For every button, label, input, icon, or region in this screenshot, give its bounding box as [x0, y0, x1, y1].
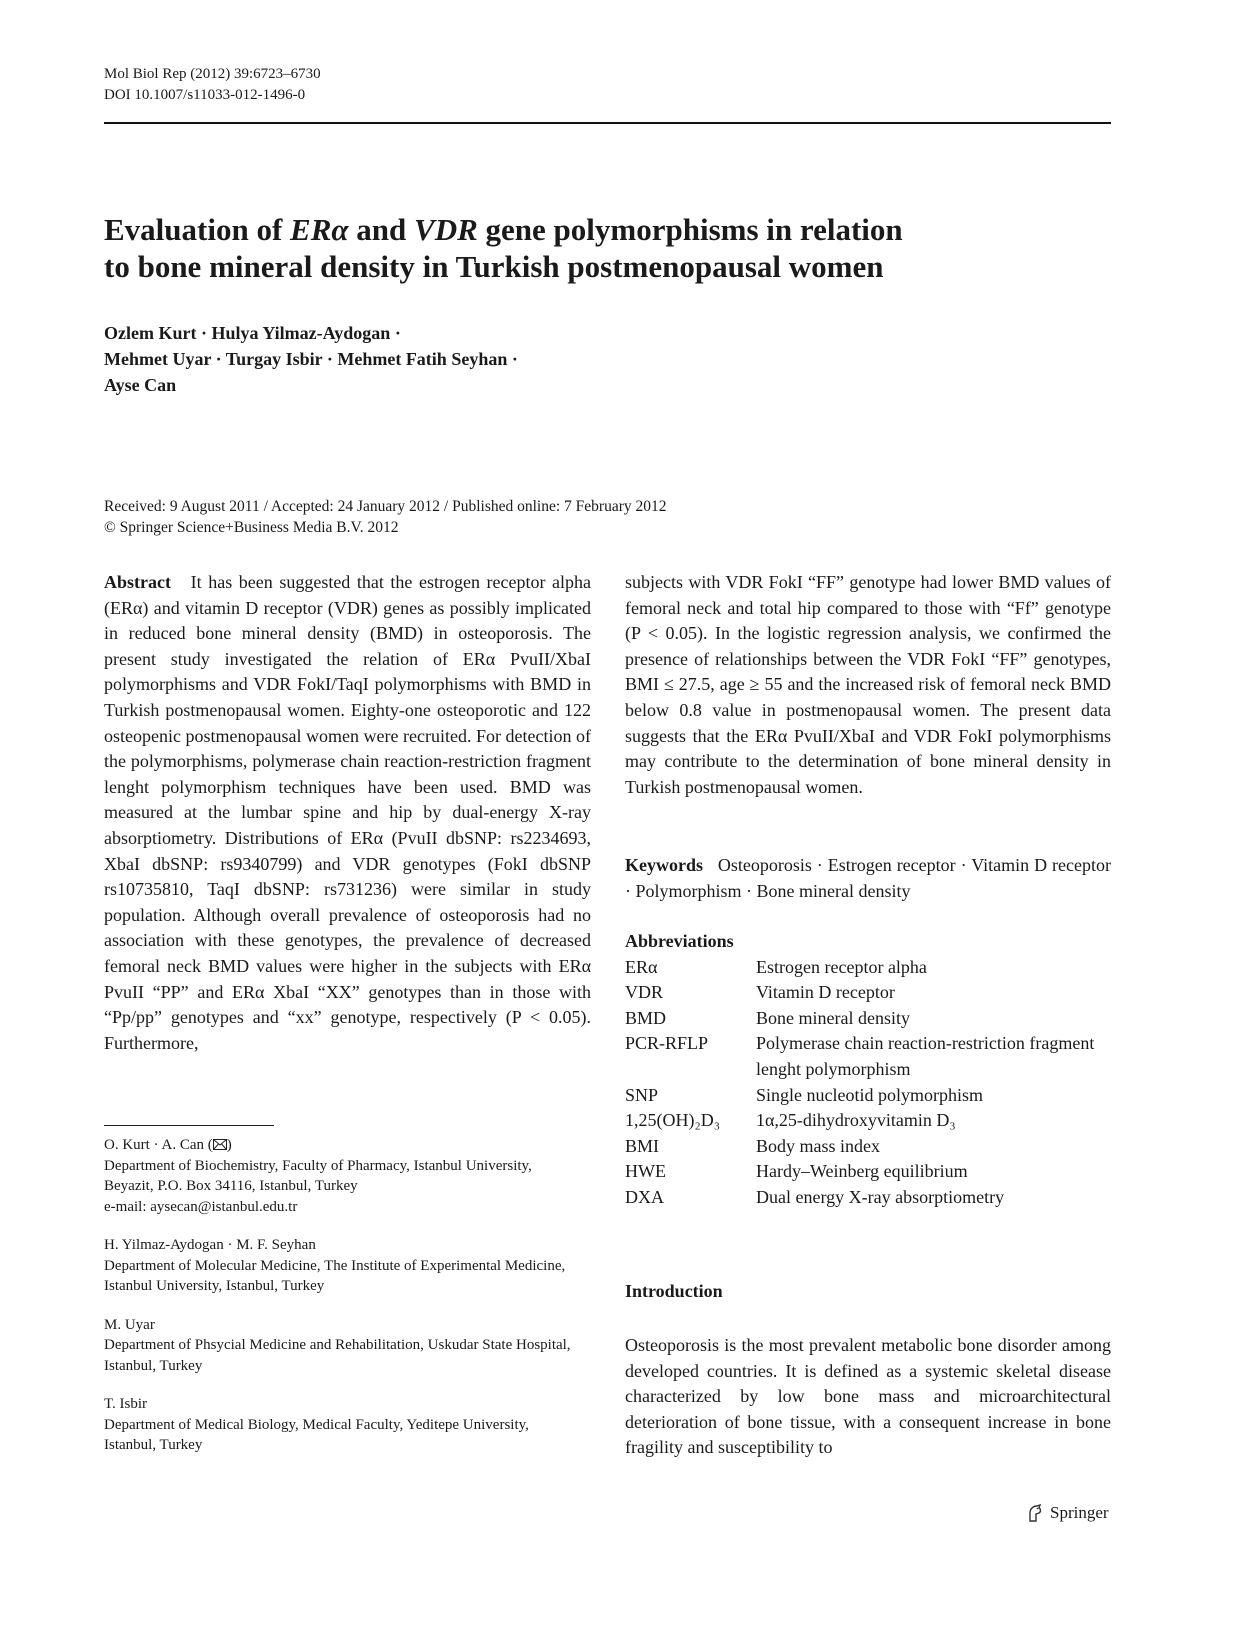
- abbreviation-row: [625, 1108, 1111, 1134]
- affiliation-dept: Department of Phsycial Medicine and Rehabilitation, Uskudar State Hospital, Istanbul, Turkey: [104, 1337, 571, 1374]
- abbreviations-table: [625, 955, 1111, 1211]
- footnote-rule: [104, 1125, 274, 1126]
- title-line-1: Evaluation of ERα and VDR gene polymorphisms in relation: [104, 212, 903, 247]
- affiliation-dept: Department of Molecular Medicine, The Institute of Experimental Medicine, Istanbul University, Istanbul, Turkey: [104, 1257, 566, 1294]
- header-rule: [104, 122, 1111, 124]
- affiliation-names: T. Isbir: [104, 1396, 148, 1412]
- keywords-label: Keywords: [625, 855, 703, 875]
- abbreviation-definition: Single nucleotid polymorphism: [756, 1084, 983, 1105]
- affiliation-dept: Department of Medical Biology, Medical Faculty, Yeditepe University, Istanbul, Turkey: [104, 1416, 529, 1453]
- abstract: [104, 570, 591, 1056]
- abbreviation-definition: Bone mineral density: [756, 1007, 910, 1028]
- abbreviation-term: VDR: [625, 982, 664, 1003]
- abbreviation-definition: Body mass index: [756, 1135, 880, 1156]
- abbreviation-term: HWE: [625, 1161, 666, 1182]
- abbreviation-term: BMI: [625, 1135, 660, 1156]
- keywords-text: Osteoporosis · Estrogen receptor · Vitamin D receptor · Polymorphism · Bone mineral density: [625, 855, 1111, 901]
- abbreviation-term: BMD: [625, 1007, 667, 1028]
- keywords: [625, 853, 1111, 904]
- authors-line-2: Mehmet Uyar · Turgay Isbir · Mehmet Fatih Seyhan ·: [104, 349, 518, 369]
- section-heading-introduction: Introduction: [625, 1281, 723, 1301]
- abbreviations: [625, 929, 1111, 1211]
- abbreviation-row: [625, 1134, 1111, 1160]
- abbreviation-term: 1,25(OH)₂D₃: [625, 1110, 721, 1131]
- publication-history: Received: 9 August 2011 / Accepted: 24 January 2012 / Published online: 7 February 2012: [104, 498, 667, 515]
- affiliation-names: O. Kurt · A. Can: [104, 1137, 204, 1153]
- abbreviation-definition: 1α,25-dihydroxyvitamin D₃: [756, 1110, 956, 1131]
- affiliation-block: [104, 1394, 584, 1456]
- affiliation-block: [104, 1235, 584, 1297]
- affiliation-email[interactable]: e-mail: aysecan@istanbul.edu.tr: [104, 1198, 298, 1215]
- abstract-label: Abstract: [104, 572, 171, 592]
- abbreviation-definition: Dual energy X-ray absorptiometry: [756, 1186, 1005, 1207]
- paper-title: [104, 211, 1104, 285]
- abbreviation-row: [625, 980, 1111, 1006]
- abbreviation-definition: Vitamin D receptor: [756, 982, 895, 1003]
- abbreviation-row: [625, 1159, 1111, 1185]
- springer-logo: [1026, 1503, 1109, 1523]
- affiliation-names: M. Uyar: [104, 1316, 155, 1333]
- abbreviation-term: PCR-RFLP: [625, 1033, 709, 1054]
- affiliation-block: O. Kurt · A. Can ( ) Department of Biochemistry, Faculty of Pharmacy, Istanbul University, Beyazit, P.O. Box 34116, Istanbul, Turkey e-mail: aysecan@istanbul.edu.tr: [104, 1135, 584, 1217]
- affiliation-block: [104, 1315, 584, 1377]
- abbreviation-definition: Hardy–Weinberg equilibrium: [756, 1161, 968, 1182]
- abbreviation-term: SNP: [625, 1084, 659, 1105]
- abbreviation-row: [625, 1031, 1111, 1082]
- authors-line-1: Ozlem Kurt · Hulya Yilmaz-Aydogan ·: [104, 323, 401, 343]
- springer-label: Springer: [1050, 1503, 1109, 1522]
- envelope-icon: [213, 1139, 227, 1150]
- author-list: [104, 320, 518, 398]
- abstract-text-right: subjects with VDR FokI “FF” genotype had lower BMD values of femoral neck and total hip compared to those with “Ff” genotype (P < 0.05). In the logistic regression analysis, we confirmed the presence of relationships between the VDR FokI “FF” genotypes, BMI ≤ 27.5, age ≥ 55 and the increased risk of femoral neck BMD below 0.8 value in postmenopausal women. The present data suggests that the ERα PvuII/XbaI and VDR FokI polymorphisms may contribute to the determination of bone mineral density in Turkish postmenopausal women.: [625, 572, 1111, 797]
- affiliations: [104, 1135, 584, 1474]
- springer-horse-icon: [1026, 1503, 1044, 1523]
- abstract-continued: [625, 570, 1111, 800]
- abbreviation-row: [625, 1006, 1111, 1032]
- copyright-line: © Springer Science+Business Media B.V. 2012: [104, 519, 399, 536]
- title-line-2: to bone mineral density in Turkish postmenopausal women: [104, 249, 884, 284]
- introduction-text: Osteoporosis is the most prevalent metabolic bone disorder among developed countries. It is defined as a systemic skeletal disease characterized by low bone mass and microarchitectural deterioration of bone tissue, with a consequent increase in bone fragility and susceptibility to: [625, 1335, 1111, 1458]
- abbreviations-label: Abbreviations: [625, 931, 734, 951]
- affiliation-dept: Department of Biochemistry, Faculty of Pharmacy, Istanbul University, Beyazit, P.O. Box 34116, Istanbul, Turkey: [104, 1157, 532, 1194]
- abbreviation-term: ERα: [625, 956, 658, 977]
- affiliation-names: H. Yilmaz-Aydogan · M. F. Seyhan: [104, 1237, 316, 1253]
- abbreviation-term: DXA: [625, 1186, 664, 1207]
- abbreviation-definition: Estrogen receptor alpha: [756, 956, 927, 977]
- abbreviation-definition: Polymerase chain reaction-restriction fragment lenght polymorphism: [756, 1033, 1095, 1079]
- journal-citation: Mol Biol Rep (2012) 39:6723–6730: [104, 66, 321, 82]
- abbreviation-row: [625, 1185, 1111, 1211]
- journal-doi: DOI 10.1007/s11033-012-1496-0: [104, 87, 306, 103]
- abbreviation-row: [625, 955, 1111, 981]
- abbreviation-row: [625, 1083, 1111, 1109]
- abstract-text-left: It has been suggested that the estrogen receptor alpha (ERα) and vitamin D receptor (VDR) genes as possibly implicated in reduced bone mineral density (BMD) in osteoporosis. The present study investigated the relation of ERα PvuII/XbaI polymorphisms and VDR FokI/TaqI polymorphisms with BMD in Turkish postmenopausal women. Eighty-one osteoporotic and 122 osteopenic postmenopausal women were recruited. For detection of the polymorphisms, polymerase chain reaction-restriction fragment lenght polymorphism techniques have been used. BMD was measured at the lumbar spine and hip by dual-energy X-ray absorptiometry. Distributions of ERα (PvuII dbSNP: rs2234693, XbaI dbSNP: rs9340799) and VDR genotypes (FokI dbSNP rs10735810, TaqI dbSNP: rs731236) were similar in study population. Although overall prevalence of osteoporosis had no association with these genotypes, the prevalence of decreased femoral neck BMD values were higher in the subjects with ERα PvuII “PP” and ERα XbaI “XX” genotypes than in those with “Pp/pp” genotypes and “xx” genotype, respectively (P < 0.05). Furthermore,: [104, 572, 592, 1053]
- authors-line-3: Ayse Can: [104, 375, 177, 395]
